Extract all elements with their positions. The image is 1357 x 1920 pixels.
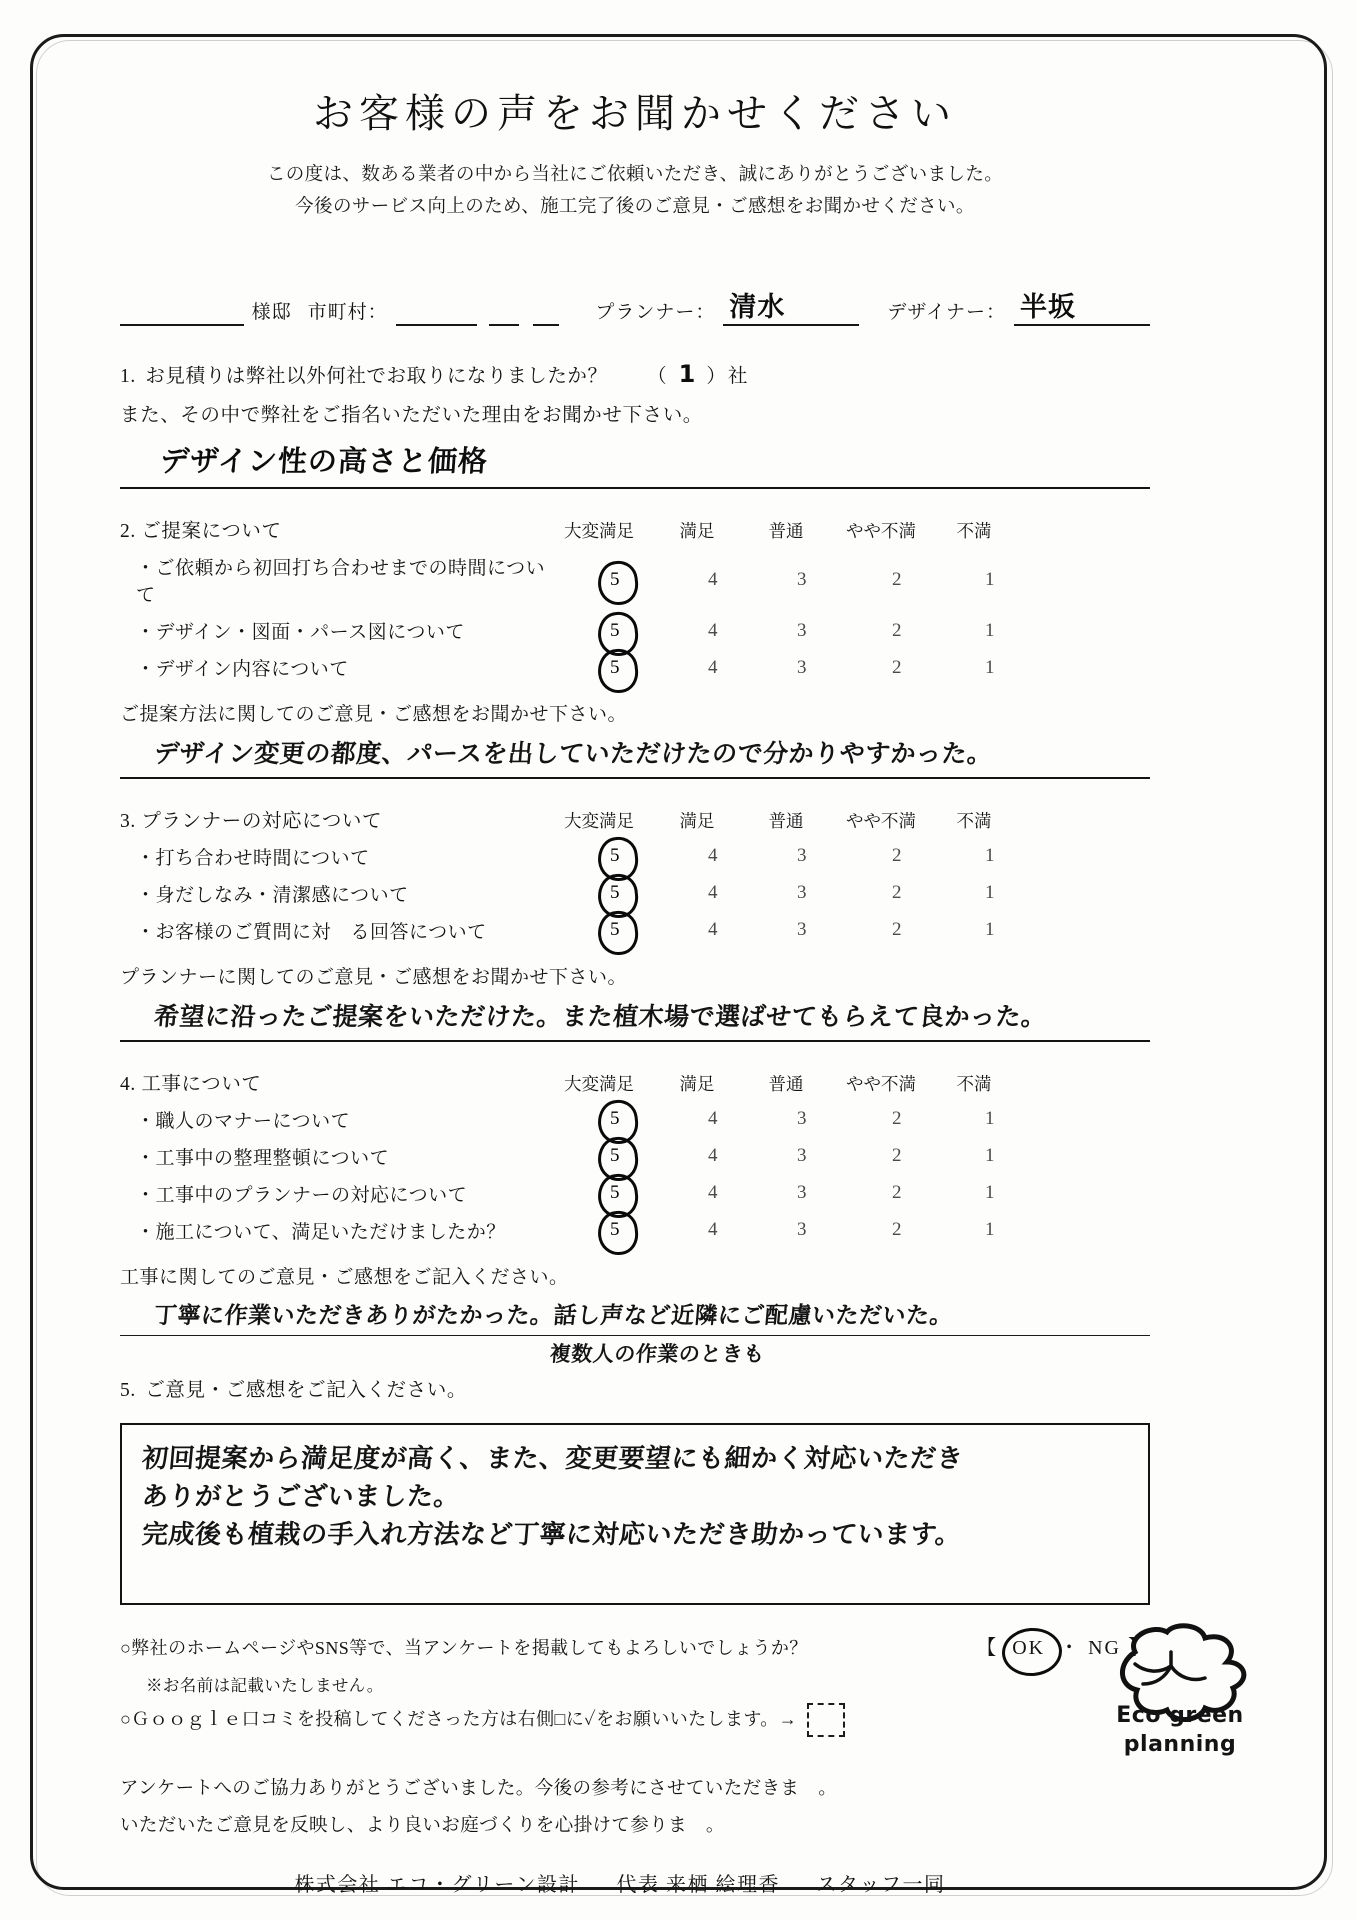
score-2[interactable]: 2 <box>892 656 902 678</box>
score-5[interactable]: 5 <box>561 657 669 679</box>
score-5[interactable]: 5 <box>561 569 669 591</box>
score-5[interactable]: 5 <box>561 845 669 867</box>
rating-row <box>120 917 1150 944</box>
score-3[interactable]: 3 <box>797 1108 807 1130</box>
score-1[interactable]: 1 <box>985 619 995 641</box>
scale-label-dissatisfied: 不満 <box>956 810 992 831</box>
question-2-comment[interactable]: デザイン変更の都度、パースを出していただけたので分かりやすかった。 <box>152 739 994 769</box>
planner-label: プランナー： <box>595 301 716 323</box>
question-3-title: プランナーの対応について <box>141 810 383 832</box>
score-2[interactable]: 2 <box>892 919 902 941</box>
thanks-line-1: アンケートへのご協力ありがとうございました。今後の参考にさせていただきま 。 <box>120 1779 838 1800</box>
scale-label-very-satisfied: 大変満足 <box>564 521 634 542</box>
thanks-line-2: いただいたご意見を反映し、より良いお庭づくりを心掛けて参りま 。 <box>120 1815 725 1836</box>
score-3[interactable]: 3 <box>797 1145 807 1167</box>
question-5-line: 完成後も植栽の手入れ方法など丁寧に対応いただき助かっています。 <box>140 1519 963 1550</box>
rating-scores <box>561 620 1150 642</box>
scale-label-neutral: 普通 <box>768 521 804 542</box>
score-1[interactable]: 1 <box>985 1219 995 1241</box>
score-4[interactable]: 4 <box>708 656 718 678</box>
question-5-line: 初回提案から満足度が高く、また、変更要望にも細かく対応いただき <box>140 1444 965 1475</box>
question-5-number: 5. <box>120 1380 136 1402</box>
score-2[interactable]: 2 <box>892 1219 902 1241</box>
rating-row <box>120 617 1150 644</box>
sama-tei-label: 様邸 <box>251 301 292 323</box>
scale-label-slightly-dissatisfied: やや不満 <box>846 521 916 542</box>
scale-label-satisfied: 満足 <box>679 521 715 542</box>
score-4[interactable]: 4 <box>708 882 718 904</box>
planner-value[interactable]: 清水 <box>723 294 859 326</box>
representative-name: 代表 来栖 絵理香 <box>616 1873 781 1896</box>
answer-rule-1 <box>120 487 1150 489</box>
scale-label-slightly-dissatisfied: やや不満 <box>846 810 916 831</box>
publish-consent-question: ○弊社のホームページやSNS等で、当アンケートを掲載してもよろしいでしょうか？ <box>120 1638 808 1659</box>
publish-consent-row <box>120 1627 1150 1670</box>
scale-label-satisfied: 満足 <box>679 810 715 831</box>
question-3-comment[interactable]: 希望に沿ったご提案をいただけた。また植木場で選ばせてもらえて良かった。 <box>152 1001 1048 1031</box>
name-privacy-note: ※お名前は記載いたしません。 <box>146 1676 384 1696</box>
designer-label: デザイナー： <box>887 301 1006 323</box>
question-3-header <box>120 805 1150 833</box>
rating-label: ・職人のマナーについて <box>136 1110 351 1132</box>
score-2[interactable]: 2 <box>892 569 902 591</box>
rating-label: ・工事中のプランナーの対応について <box>136 1184 468 1206</box>
city-label: 市町村： <box>307 301 388 323</box>
scale-label-dissatisfied: 不満 <box>956 521 992 542</box>
score-4[interactable]: 4 <box>708 919 718 941</box>
score-2[interactable]: 2 <box>892 882 902 904</box>
scale-label-neutral: 普通 <box>768 810 804 831</box>
rating-label: ・身だしなみ・清潔感について <box>136 884 409 906</box>
score-3[interactable]: 3 <box>797 919 807 941</box>
answer-rule-3 <box>120 1040 1150 1042</box>
question-3-prompt: プランナーに関してのご意見・ご感想をお聞かせ下さい。 <box>120 966 628 988</box>
rating-scores <box>561 569 1150 591</box>
city-field[interactable] <box>396 298 477 326</box>
ok-option[interactable]: OK <box>1005 1627 1052 1670</box>
question-1-text: お見積りは弊社以外何社でお取りになりましたか？ <box>145 365 608 387</box>
question-4-comment-insert[interactable]: 複数人の作業のときも <box>548 1342 766 1367</box>
score-1[interactable]: 1 <box>985 1182 995 1204</box>
scale-label-very-satisfied: 大変満足 <box>564 810 634 831</box>
rating-row <box>120 1143 1150 1170</box>
score-3[interactable]: 3 <box>797 656 807 678</box>
score-4[interactable]: 4 <box>708 1108 718 1130</box>
lead-line-2: 今後のサービス向上のため、施工完了後のご意見・ご感想をお聞かせください。 <box>295 197 975 218</box>
designer-value[interactable]: 半坂 <box>1014 294 1150 326</box>
question-4-prompt: 工事に関してのご意見・ご感想をご記入ください。 <box>120 1266 569 1288</box>
question-2-prompt: ご提案方法に関してのご意見・ご感想をお聞かせ下さい。 <box>120 704 628 726</box>
choice-separator: ・ <box>1059 1637 1082 1660</box>
rating-row <box>120 1217 1150 1244</box>
score-5[interactable]: 5 <box>561 882 669 904</box>
scale-header-4 <box>545 1071 1150 1096</box>
rating-label: ・デザイン内容について <box>136 659 349 681</box>
score-5[interactable]: 5 <box>561 1108 669 1130</box>
city-field-extra-1[interactable] <box>489 298 519 326</box>
google-review-text: ○Ｇｏｏｇｌｅ口コミを投稿してくださった方は右側□に✓をお願いいたします。→ <box>120 1709 798 1730</box>
score-5[interactable]: 5 <box>561 1219 669 1241</box>
paren-close: ）社 <box>706 365 750 387</box>
score-5[interactable]: 5 <box>561 1182 669 1204</box>
rating-label: ・デザイン・図面・パース図について <box>136 622 465 644</box>
question-3-number: 3. <box>120 810 136 832</box>
score-2[interactable]: 2 <box>892 1182 902 1204</box>
question-4-header <box>120 1068 1150 1096</box>
score-2[interactable]: 2 <box>892 1145 902 1167</box>
score-1[interactable]: 1 <box>985 569 995 591</box>
bracket-open: 【 <box>976 1637 999 1660</box>
bracket-close: 】 <box>1128 1637 1150 1660</box>
form-content <box>120 60 1150 1905</box>
score-4[interactable]: 4 <box>708 1145 718 1167</box>
rating-row <box>120 1180 1150 1207</box>
question-1-subtext: また、その中で弊社をご指名いただいた理由をお聞かせ下さい。 <box>120 405 703 427</box>
rating-label: ・お客様のご質問に対 る回答について <box>136 921 487 943</box>
rating-label: ・施工について、満足いただけましたか？ <box>136 1221 506 1243</box>
scale-label-slightly-dissatisfied: やや不満 <box>846 1073 916 1094</box>
rating-scores <box>561 1219 1150 1241</box>
question-5-answer-box[interactable] <box>120 1423 1150 1605</box>
score-4[interactable]: 4 <box>708 845 718 867</box>
scale-label-satisfied: 満足 <box>679 1073 715 1094</box>
scale-label-dissatisfied: 不満 <box>956 1073 992 1094</box>
scale-label-neutral: 普通 <box>768 1073 804 1094</box>
score-3[interactable]: 3 <box>797 882 807 904</box>
city-field-extra-2[interactable] <box>533 298 559 326</box>
identity-row <box>120 284 1150 326</box>
rating-row <box>120 553 1150 607</box>
question-2-header <box>120 515 1150 543</box>
score-1[interactable]: 1 <box>985 656 995 678</box>
score-3[interactable]: 3 <box>797 1219 807 1241</box>
customer-name-field[interactable] <box>120 298 244 326</box>
question-1-answer[interactable]: デザイン性の高さと価格 <box>158 444 490 479</box>
answer-rule-4 <box>120 1335 1150 1336</box>
scale-header-3 <box>545 808 1150 833</box>
score-5[interactable]: 5 <box>561 1145 669 1167</box>
thanks-block <box>120 1771 1150 1843</box>
score-1[interactable]: 1 <box>985 1108 995 1130</box>
score-1[interactable]: 1 <box>985 882 995 904</box>
score-1[interactable]: 1 <box>985 1145 995 1167</box>
rating-scores <box>561 919 1150 941</box>
score-5[interactable]: 5 <box>561 919 669 941</box>
question-5-prompt: ご意見・ご感想をご記入ください。 <box>145 1380 467 1402</box>
rating-scores <box>561 1145 1150 1167</box>
rating-row <box>120 654 1150 681</box>
rating-scores <box>561 1108 1150 1130</box>
rating-label: ・打ち合わせ時間について <box>136 847 370 869</box>
score-2[interactable]: 2 <box>892 619 902 641</box>
question-5 <box>120 1372 1150 1409</box>
scale-label-very-satisfied: 大変満足 <box>564 1073 634 1094</box>
rating-scores <box>561 1182 1150 1204</box>
question-5-line: ありがとうございました。 <box>140 1481 462 1512</box>
score-3[interactable]: 3 <box>797 1182 807 1204</box>
rating-row <box>120 1106 1150 1133</box>
google-review-row <box>120 1702 1150 1737</box>
question-4-comment[interactable]: 丁寧に作業いただきありがたかった。話し声など近隣にご配慮いただいた。 <box>152 1302 955 1329</box>
rating-scores <box>561 845 1150 867</box>
score-5[interactable]: 5 <box>561 620 669 642</box>
score-1[interactable]: 1 <box>985 845 995 867</box>
score-4[interactable]: 4 <box>708 569 718 591</box>
rating-row <box>120 843 1150 870</box>
scale-header-2 <box>545 518 1150 543</box>
question-1 <box>120 352 1150 398</box>
score-2[interactable]: 2 <box>892 1108 902 1130</box>
score-4[interactable]: 4 <box>708 1182 718 1204</box>
score-1[interactable]: 1 <box>985 919 995 941</box>
staff-label: スタッフ一同 <box>816 1873 946 1896</box>
question-2-number: 2. <box>120 521 136 543</box>
competitor-count-value[interactable]: 1 <box>678 359 697 388</box>
google-review-checkbox[interactable] <box>807 1703 845 1737</box>
logo-wordmark <box>1075 1702 1285 1759</box>
company-name: 株式会社 エコ・グリーン設計 <box>294 1873 581 1896</box>
rating-scores <box>561 882 1150 904</box>
score-3[interactable]: 3 <box>797 619 807 641</box>
score-2[interactable]: 2 <box>892 845 902 867</box>
footer-block <box>120 1627 1150 1904</box>
company-signature <box>120 1866 1150 1905</box>
page-title: お客様の声をお聞かせください <box>313 91 957 137</box>
lead-line-1: この度は、数ある業者の中から当社にご依頼いただき、誠にありがとうございました。 <box>266 165 1004 185</box>
rating-row <box>120 880 1150 907</box>
company-logo <box>1075 1618 1285 1808</box>
logo-line-2: planning <box>1123 1731 1237 1757</box>
rating-scores <box>561 657 1150 679</box>
question-4-number: 4. <box>120 1073 136 1095</box>
rating-label: ・工事中の整理整頓について <box>136 1147 390 1169</box>
answer-rule-2 <box>120 777 1150 779</box>
question-2-title: ご提案について <box>141 521 282 543</box>
logo-line-1: Eco green <box>1116 1703 1244 1728</box>
score-4[interactable]: 4 <box>708 619 718 641</box>
score-4[interactable]: 4 <box>708 1219 718 1241</box>
score-3[interactable]: 3 <box>797 845 807 867</box>
question-4-title: 工事について <box>141 1073 262 1095</box>
ng-option[interactable]: NG <box>1088 1637 1121 1660</box>
rating-label: ・ご依頼から初回打ち合わせまでの時間について <box>136 558 546 607</box>
paren-open: （ <box>647 365 669 387</box>
question-1-number: 1. <box>120 365 136 387</box>
score-3[interactable]: 3 <box>797 569 807 591</box>
